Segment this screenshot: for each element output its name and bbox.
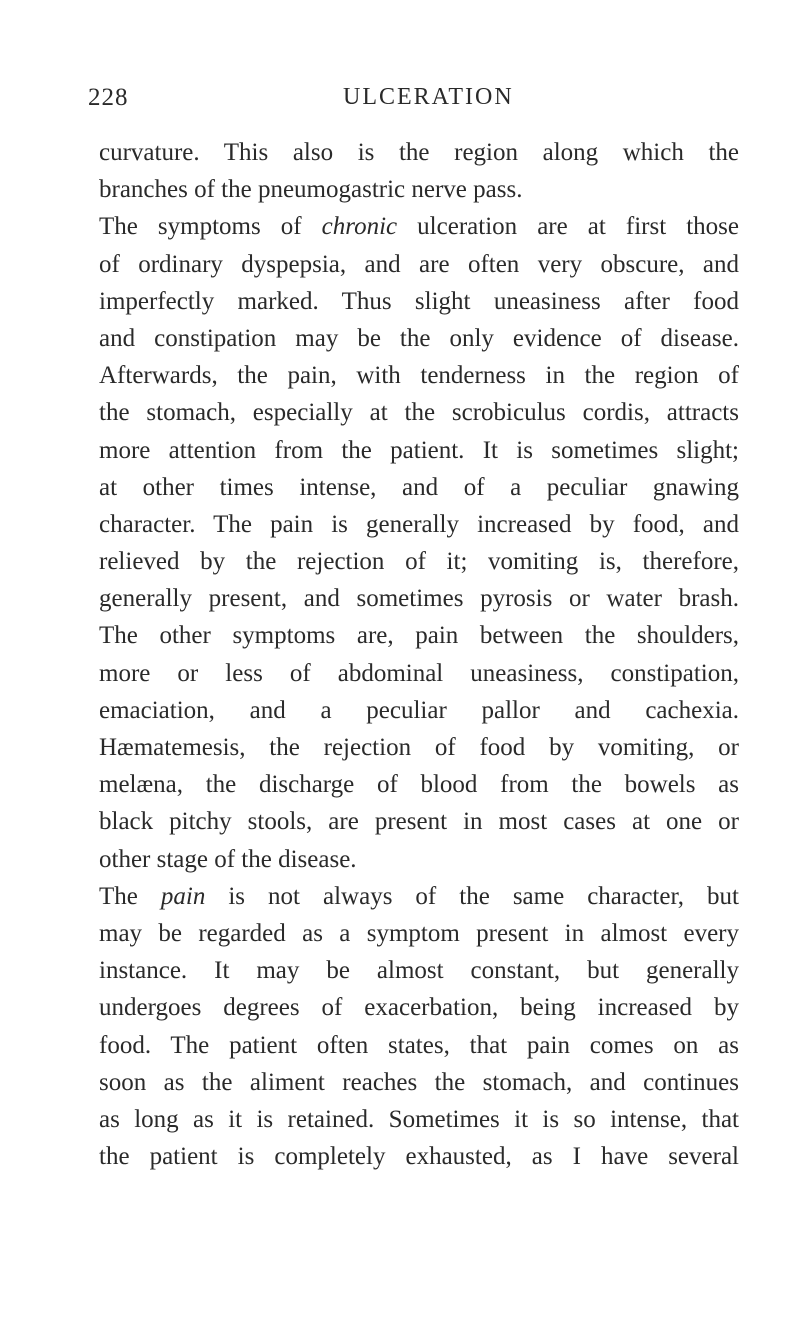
text-line: undergoes degrees of exacerbation, being increased by bbox=[99, 994, 739, 1022]
page-header bbox=[88, 84, 728, 124]
text-line: Afterwards, the pain, with tenderness in the region of bbox=[99, 362, 739, 390]
text-line: soon as the aliment reaches the stomach, and continues bbox=[99, 1068, 739, 1096]
text-line: more attention from the patient. It is sometimes slight; bbox=[99, 436, 739, 464]
text-segment: The bbox=[99, 882, 161, 910]
text-line: curvature. This also is the region along which the bbox=[99, 139, 739, 166]
text-line: instance. It may be almost constant, but generally bbox=[99, 957, 739, 985]
text-line: may be regarded as a symptom present in almost every bbox=[99, 919, 739, 947]
text-line bbox=[99, 878, 739, 915]
text-segment: is not always of the same character, but bbox=[205, 882, 739, 910]
text-line: emaciation, and a peculiar pallor and cachexia. bbox=[99, 696, 739, 724]
running-title: ULCERATION bbox=[343, 84, 514, 110]
text-line: branches of the pneumogastric nerve pass. bbox=[99, 176, 523, 204]
italic-term: chronic bbox=[321, 213, 398, 241]
text-line: generally present, and sometimes pyrosis or water brash. bbox=[99, 585, 739, 613]
text-line: more or less of abdominal uneasiness, constipation, bbox=[99, 659, 739, 687]
body-text bbox=[99, 134, 739, 1175]
text-line: the patient is completely exhausted, as I have several bbox=[99, 1143, 739, 1171]
text-line: imperfectly marked. Thus slight uneasiness after food bbox=[99, 287, 739, 315]
text-line: food. The patient often states, that pain comes on as bbox=[99, 1031, 739, 1059]
text-line: the stomach, especially at the scrobiculus cordis, attracts bbox=[99, 399, 739, 427]
text-segment: ulceration are at first those bbox=[397, 213, 739, 241]
text-line: Hæmatemesis, the rejection of food by vomiting, or bbox=[99, 734, 739, 761]
text-segment: The symptoms of bbox=[99, 213, 322, 241]
text-line: melæna, the discharge of blood from the bowels as bbox=[99, 771, 739, 799]
text-line: as long as it is retained. Sometimes it is so intense, that bbox=[99, 1105, 739, 1133]
italic-term: pain bbox=[160, 882, 206, 910]
text-line: at other times intense, and of a peculiar gnawing bbox=[99, 473, 739, 501]
text-line: other stage of the disease. bbox=[99, 845, 357, 873]
text-line: relieved by the rejection of it; vomiting is, therefore, bbox=[99, 548, 739, 576]
page-number: 228 bbox=[88, 84, 129, 111]
text-line: black pitchy stools, are present in most cases at one or bbox=[99, 808, 739, 836]
text-line bbox=[99, 208, 739, 245]
text-line: and constipation may be the only evidence of disease. bbox=[99, 324, 739, 352]
text-line: The other symptoms are, pain between the shoulders, bbox=[99, 622, 739, 650]
text-line: of ordinary dyspepsia, and are often very obscure, and bbox=[99, 250, 739, 278]
text-line: character. The pain is generally increased by food, and bbox=[99, 510, 739, 538]
